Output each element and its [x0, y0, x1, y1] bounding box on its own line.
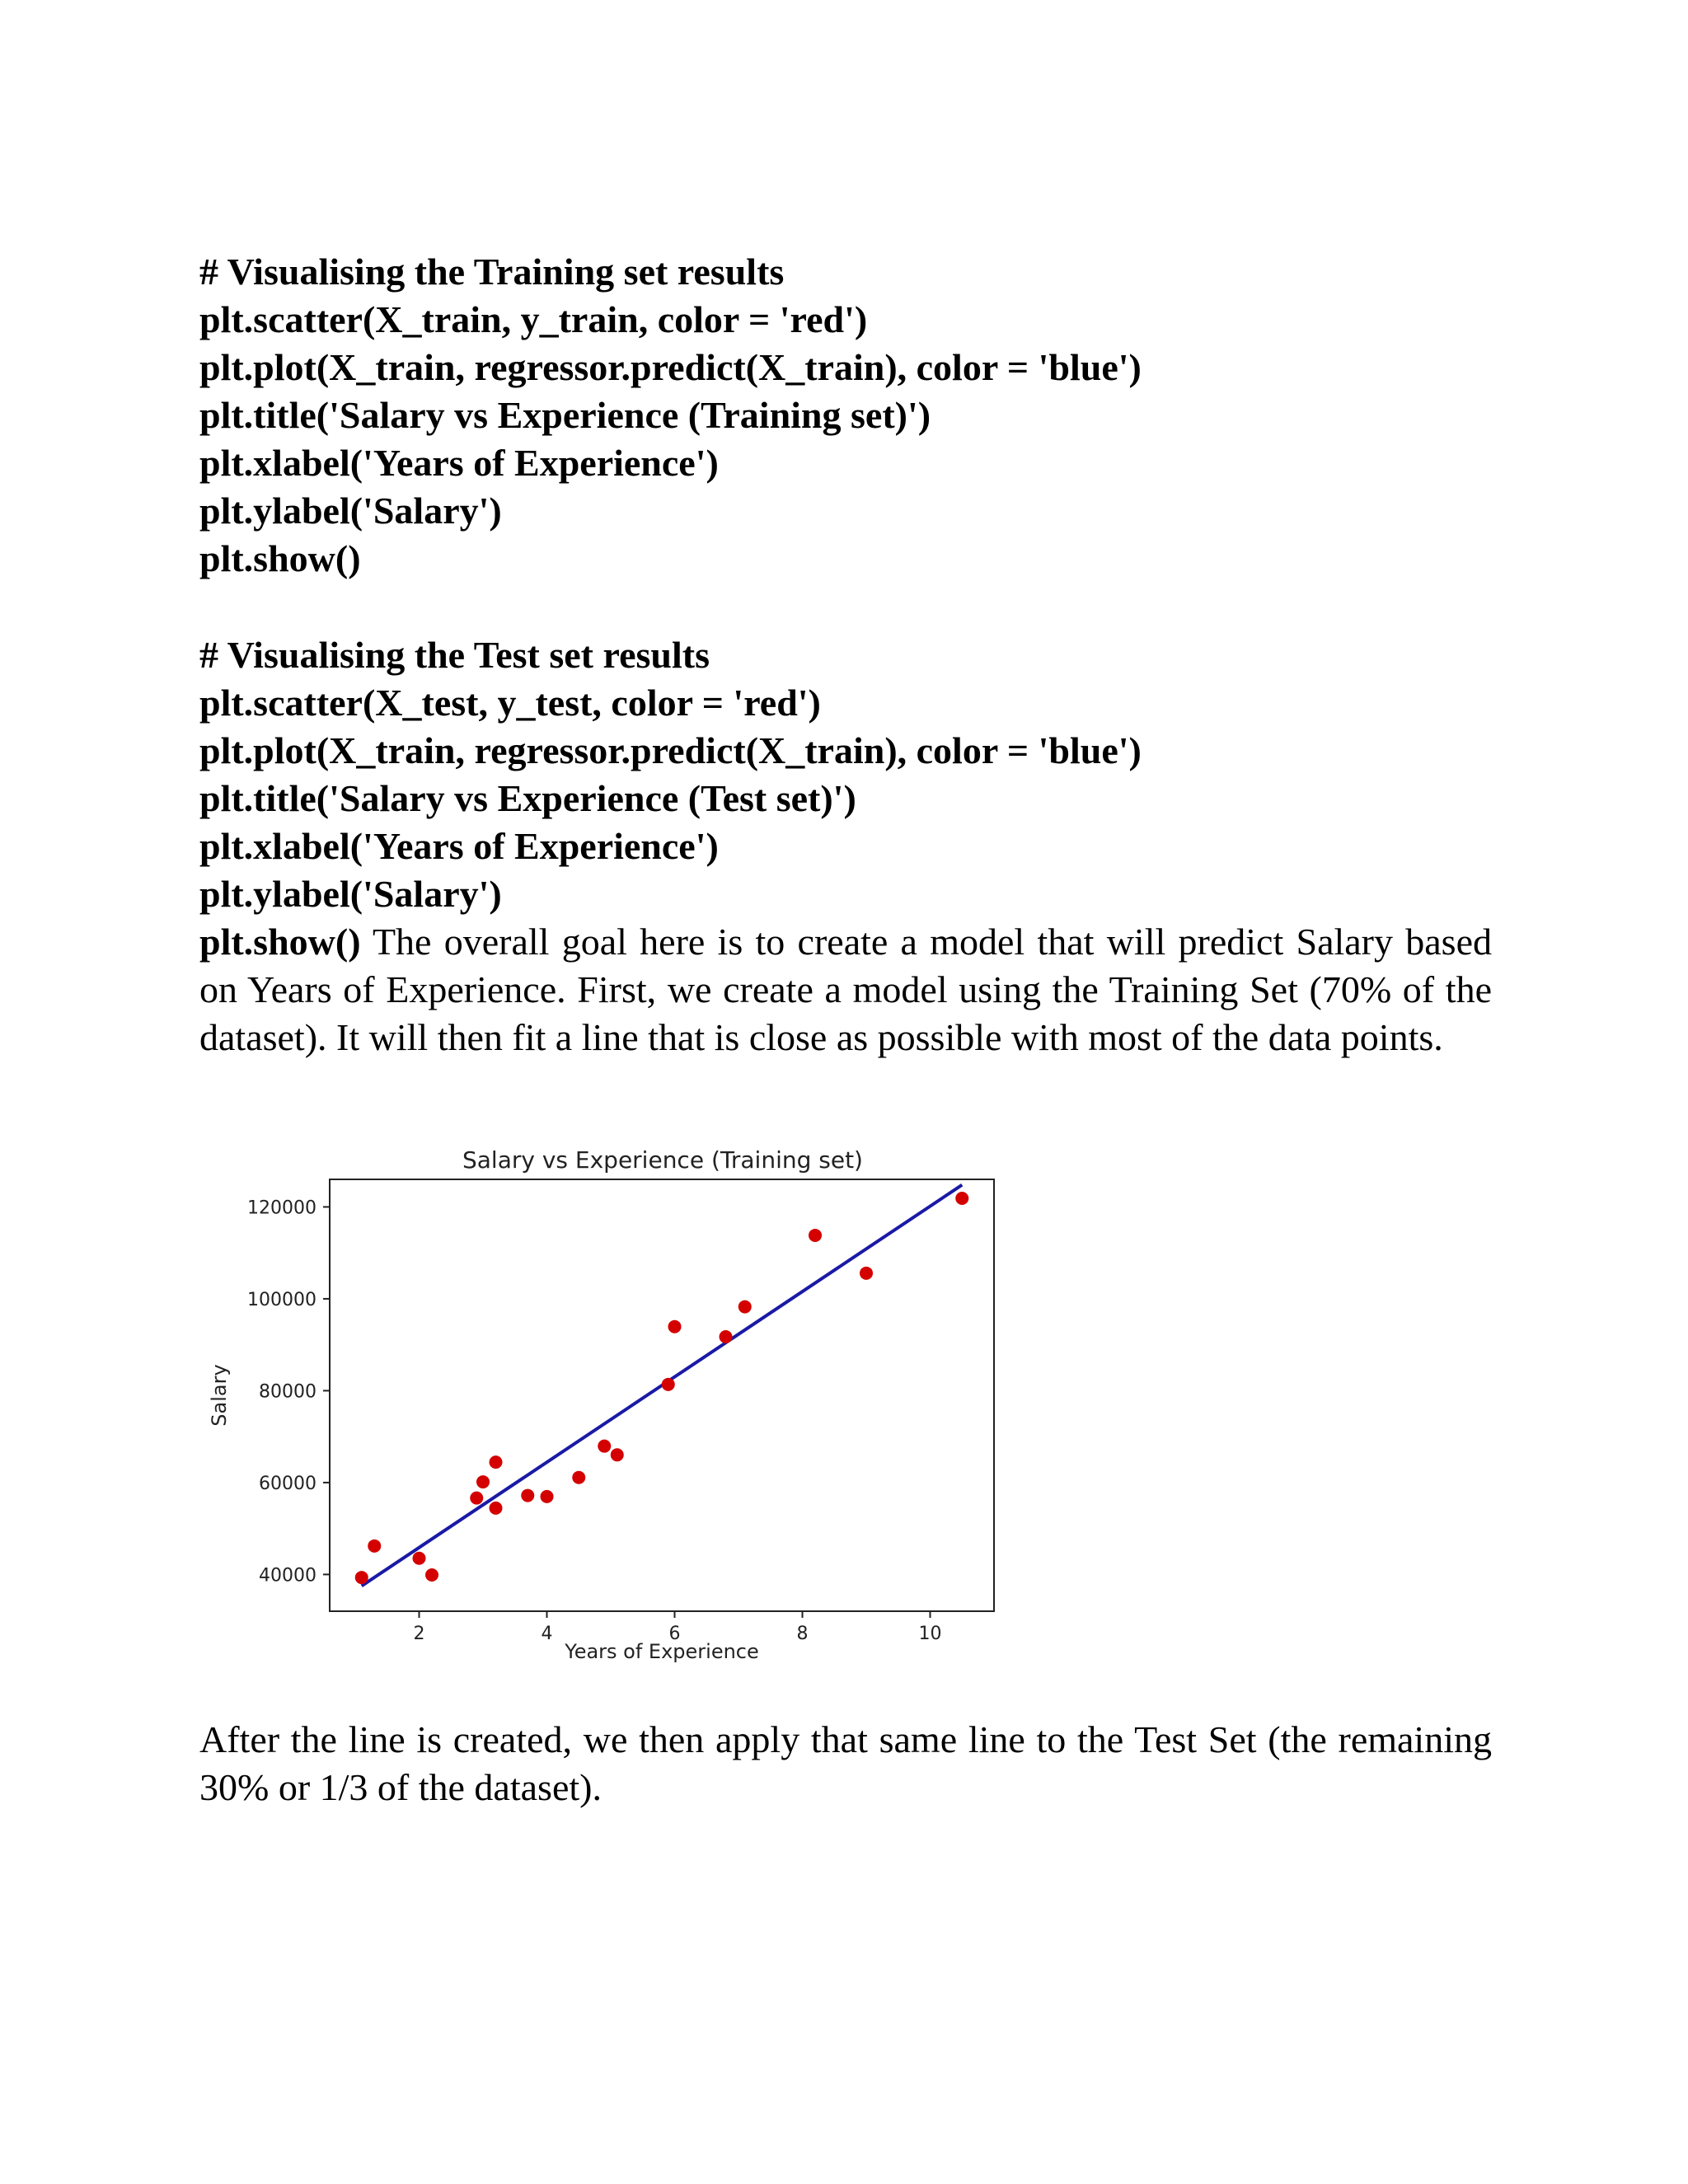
code-line: # Visualising the Training set results	[199, 251, 785, 293]
data-point	[355, 1571, 368, 1584]
y-axis-ticks	[247, 1197, 330, 1586]
data-point	[572, 1471, 585, 1484]
code-line: plt.title('Salary vs Experience (Training set)')	[199, 394, 931, 436]
code-line: plt.ylabel('Salary')	[199, 873, 502, 915]
data-point	[490, 1455, 503, 1469]
data-point	[598, 1440, 611, 1453]
closing-paragraph: After the line is created, we then apply that same line to the Test Set (the remaining 30% or 1/3 of the dataset).	[199, 1718, 1492, 1808]
chart-title: Salary vs Experience (Training set)	[462, 1146, 863, 1174]
x-tick-label: 2	[413, 1624, 425, 1644]
code-line: plt.scatter(X_train, y_train, color = 'red')	[199, 298, 868, 340]
code-line: plt.scatter(X_test, y_test, color = 'red')	[199, 682, 821, 724]
y-tick-label: 120000	[247, 1197, 316, 1219]
data-point	[611, 1448, 624, 1461]
data-point	[738, 1301, 752, 1314]
y-axis-label: Salary	[208, 1364, 231, 1427]
chart-svg	[199, 1133, 1024, 1685]
data-point	[662, 1378, 675, 1391]
code-line: plt.xlabel('Years of Experience')	[199, 825, 719, 867]
explanation-paragraph	[199, 918, 1492, 1062]
y-tick-label: 60000	[259, 1473, 316, 1494]
x-axis-label: Years of Experience	[565, 1640, 759, 1663]
code-line: plt.plot(X_train, regressor.predict(X_train), color = 'blue')	[199, 346, 1142, 388]
data-point	[470, 1492, 483, 1505]
plot-frame	[330, 1179, 994, 1611]
x-tick-label: 4	[541, 1624, 553, 1644]
data-point	[860, 1267, 873, 1280]
code-line: plt.ylabel('Salary')	[199, 490, 502, 532]
x-tick-label: 10	[918, 1624, 942, 1644]
code-line: plt.title('Salary vs Experience (Test set)')	[199, 777, 856, 819]
x-axis-ticks	[414, 1611, 942, 1644]
x-tick-label: 6	[668, 1624, 681, 1644]
paragraph-text: The overall goal here is to create a model that will predict Salary based on Years of Experience. First, we create a model using the Training Set (70% of the dataset). It will then fit a line that is close as possible with most of the data points.	[199, 921, 1492, 1058]
code-line: plt.plot(X_train, regressor.predict(X_train), color = 'blue')	[199, 729, 1142, 771]
data-point	[425, 1568, 438, 1582]
data-point	[490, 1502, 503, 1515]
scatter-points	[355, 1192, 969, 1584]
code-block-training	[199, 248, 1492, 583]
y-tick-label: 80000	[259, 1381, 316, 1403]
data-point	[955, 1192, 968, 1205]
code-block-test	[199, 631, 1492, 1062]
data-point	[541, 1490, 554, 1503]
training-set-chart	[199, 1133, 1024, 1685]
data-point	[720, 1330, 733, 1343]
data-point	[809, 1229, 822, 1242]
x-tick-label: 8	[796, 1624, 809, 1644]
data-point	[368, 1540, 381, 1553]
code-line: plt.show()	[199, 537, 361, 579]
data-point	[668, 1320, 682, 1333]
data-point	[476, 1475, 490, 1488]
code-inline: plt.show()	[199, 921, 361, 963]
code-line: plt.xlabel('Years of Experience')	[199, 442, 719, 484]
y-tick-label: 100000	[247, 1289, 316, 1310]
y-tick-label: 40000	[259, 1565, 316, 1586]
code-line: # Visualising the Test set results	[199, 634, 710, 676]
data-point	[521, 1489, 534, 1502]
data-point	[413, 1552, 426, 1565]
